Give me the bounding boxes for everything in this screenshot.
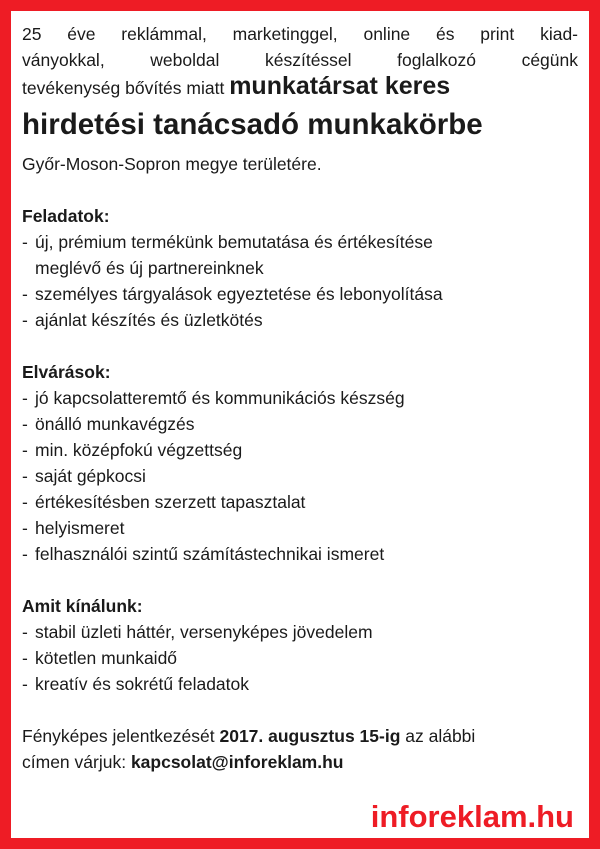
list-item-text: jó kapcsolatteremtő és kommunikációs készség <box>35 388 405 408</box>
dash-bullet: - <box>22 622 28 642</box>
application-deadline: 2017. augusztus 15-ig <box>219 726 401 746</box>
list-item <box>22 229 578 255</box>
list-item <box>22 411 578 437</box>
list-item-text: meglévő és új partnereinknek <box>35 258 264 278</box>
application-suffix: az alábbi <box>400 726 476 746</box>
intro-line-2: ványokkal, weboldal készítéssel foglalkozó cégünk <box>22 50 578 70</box>
list-item-text: ajánlat készítés és üzletkötés <box>35 310 263 330</box>
list-item <box>22 671 578 697</box>
dash-bullet: - <box>22 440 28 460</box>
list-item-text: stabil üzleti háttér, versenyképes jövedelem <box>35 622 373 642</box>
tasks-section <box>22 203 578 333</box>
intro-line-3-text: tevékenység bővítés miatt <box>22 78 230 98</box>
list-item <box>22 541 578 567</box>
list-item-text: értékesítésben szerzett tapasztalat <box>35 492 306 512</box>
dash-bullet: - <box>22 492 28 512</box>
dash-bullet: - <box>22 648 28 668</box>
requirements-section <box>22 359 578 567</box>
offer-title: Amit kínálunk: <box>22 596 143 616</box>
intro-line-1: 25 éve reklámmal, marketinggel, online és print kiad- <box>22 24 578 44</box>
intro-line-3 <box>22 73 578 101</box>
job-ad-content <box>22 21 578 775</box>
list-item-text: kötetlen munkaidő <box>35 648 178 668</box>
dash-bullet: - <box>22 388 28 408</box>
list-item-continuation <box>22 255 578 281</box>
list-item <box>22 437 578 463</box>
dash-bullet: - <box>22 518 28 538</box>
list-item-text: kreatív és sokrétű feladatok <box>35 674 249 694</box>
list-item-text: helyismeret <box>35 518 125 538</box>
application-line-1 <box>22 723 578 749</box>
brand-logo-text: inforeklam.hu <box>370 799 574 834</box>
contact-email[interactable]: kapcsolat@inforeklam.hu <box>130 752 344 772</box>
list-item <box>22 619 578 645</box>
dash-bullet: - <box>22 674 28 694</box>
list-item <box>22 515 578 541</box>
list-item-text: személyes tárgyalások egyeztetése és lebonyolítása <box>35 284 443 304</box>
dash-bullet: - <box>22 414 28 434</box>
requirements-list <box>22 385 578 567</box>
offer-list <box>22 619 578 697</box>
list-item <box>22 463 578 489</box>
application-address-label: címen várjuk: <box>22 752 131 772</box>
list-item <box>22 645 578 671</box>
application-info <box>22 723 578 775</box>
tasks-title: Feladatok: <box>22 206 110 226</box>
dash-bullet: - <box>22 284 28 304</box>
dash-bullet: - <box>22 310 28 330</box>
list-item-text: saját gépkocsi <box>35 466 146 486</box>
dash-bullet: - <box>22 544 28 564</box>
list-item <box>22 489 578 515</box>
list-item-text: felhasználói szintű számítástechnikai ismeret <box>35 544 385 564</box>
list-item <box>22 307 578 333</box>
list-item-text: új, prémium termékünk bemutatása és értékesítése <box>35 232 433 252</box>
list-item-text: min. középfokú végzettség <box>35 440 243 460</box>
region-text: Győr-Moson-Sopron megye területére. <box>22 154 322 174</box>
dash-bullet: - <box>22 232 28 252</box>
offer-section <box>22 593 578 697</box>
headline-position: hirdetési tanácsadó munkakörbe <box>22 108 483 141</box>
tasks-list <box>22 229 578 333</box>
headline-inline: munkatársat keres <box>229 72 451 100</box>
dash-bullet: - <box>22 466 28 486</box>
application-line-2 <box>22 749 578 775</box>
requirements-title: Elvárások: <box>22 362 111 382</box>
list-item <box>22 281 578 307</box>
application-prefix: Fényképes jelentkezését <box>22 726 220 746</box>
list-item-text: önálló munkavégzés <box>35 414 195 434</box>
list-item <box>22 385 578 411</box>
